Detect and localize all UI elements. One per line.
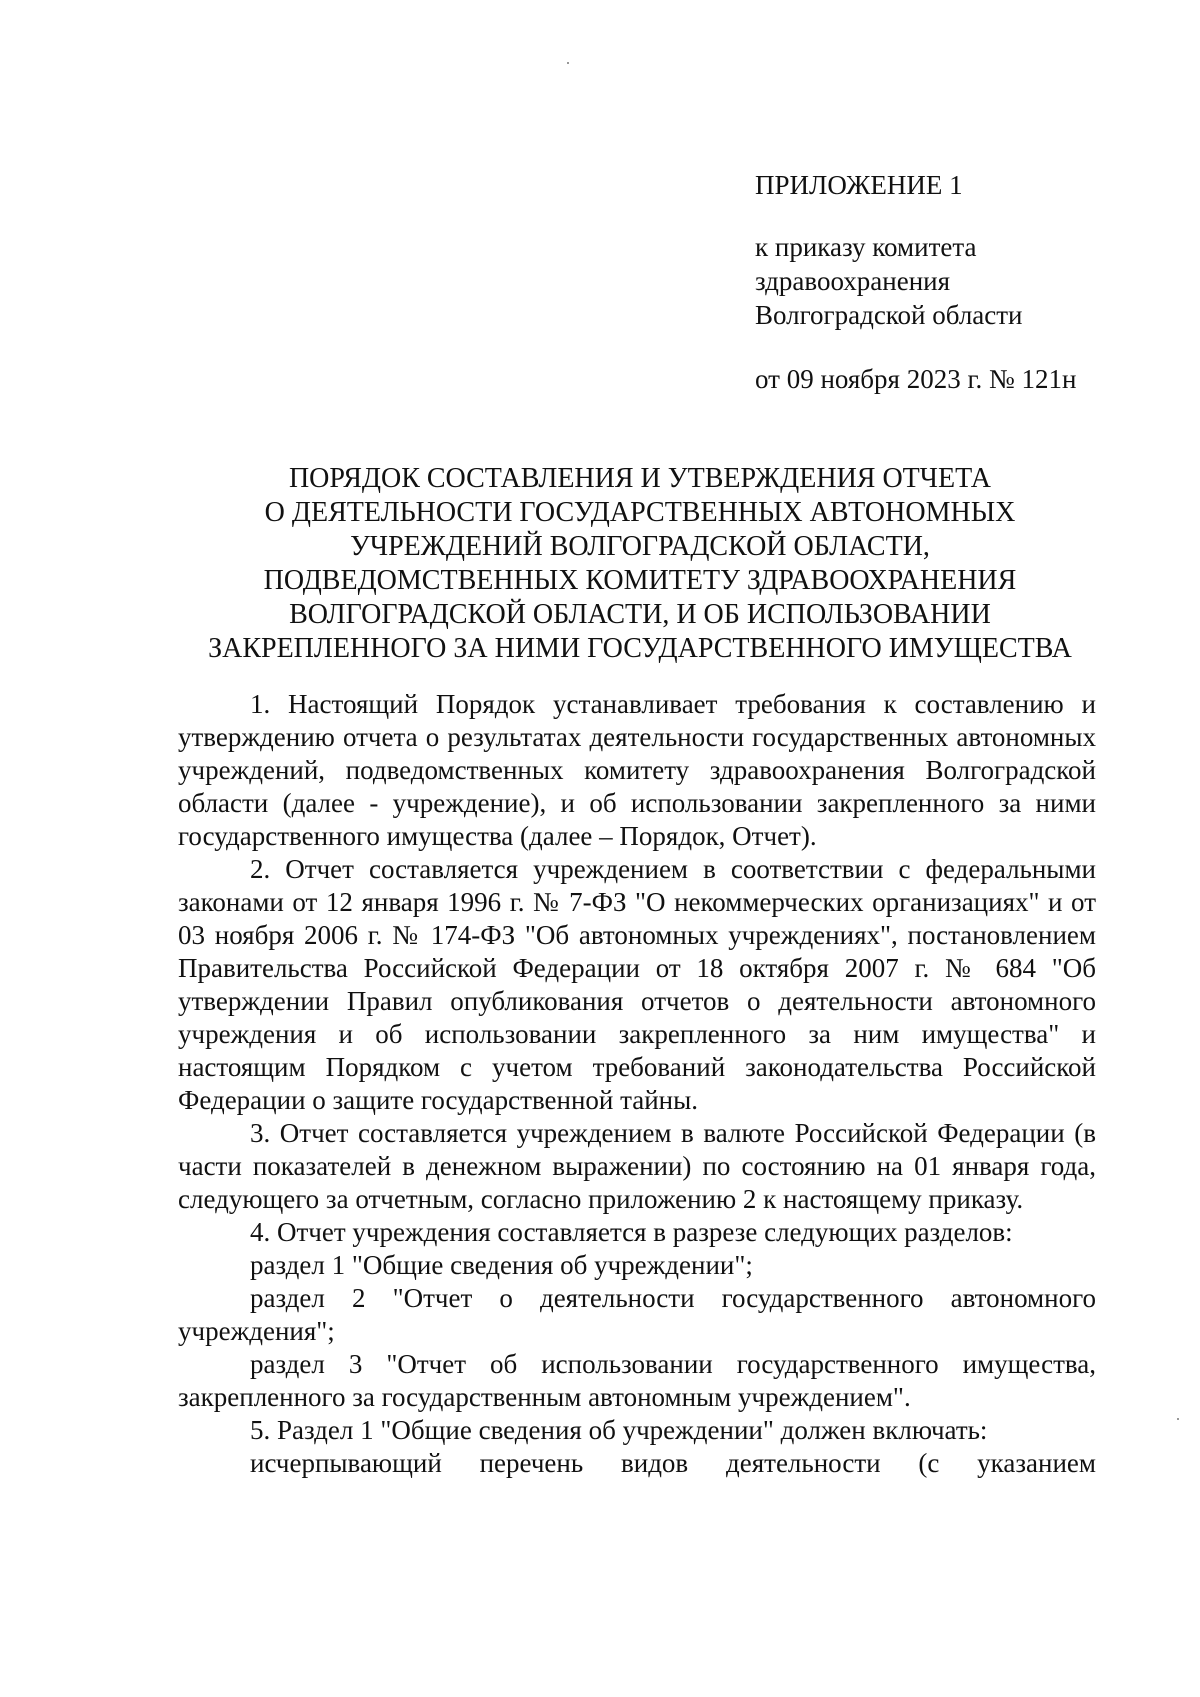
section-item-1: раздел 1 "Общие сведения об учреждении"; xyxy=(250,1250,753,1280)
scan-speck xyxy=(567,62,569,64)
title-line: УЧРЕЖДЕНИЙ ВОЛГОГРАДСКОЙ ОБЛАСТИ, xyxy=(350,531,930,562)
paragraph-1: 1. Настоящий Порядок устанавливает требования к составлению и утверждению отчета о результатах деятельности государственных автономных учреждений, подведомственных комитету здравоохранения Волгоградской области (далее - учреждение), и об использовании закрепленного за ними государственного имущества (далее – Порядок, Отчет). xyxy=(178,689,1096,851)
scan-speck xyxy=(1177,1418,1179,1420)
document-title xyxy=(170,462,1110,666)
section-item-3: раздел 3 "Отчет об использовании государственного имущества, закрепленного за государственным автономным учреждением". xyxy=(178,1349,1096,1412)
appendix-block xyxy=(755,168,1115,396)
title-line: ПОРЯДОК СОСТАВЛЕНИЯ И УТВЕРЖДЕНИЯ ОТЧЕТА xyxy=(288,463,992,494)
title-line: ВОЛГОГРАДСКОЙ ОБЛАСТИ, И ОБ ИСПОЛЬЗОВАНИИ xyxy=(289,599,991,630)
appendix-title: ПРИЛОЖЕНИЕ 1 xyxy=(755,170,963,200)
paragraph-2: 2. Отчет составляется учреждением в соответствии с федеральными законами от 12 января 1996 г. № 7-ФЗ "О некоммерческих организациях" и от 03 ноября 2006 г. № 174-ФЗ "Об автономных учреждениях", постановлением Правительства Российской Федерации от 18 октября 2007 г. № 684 "Об утверждении Правил опубликования отчетов о деятельности автономного учреждения и об использовании закрепленного за ним имущества" и настоящим Порядком с учетом требований законодательства Российской Федерации о защите государственной тайны. xyxy=(178,854,1096,1115)
paragraph-4: 4. Отчет учреждения составляется в разрезе следующих разделов: xyxy=(250,1217,1013,1247)
appendix-to-line: Волгоградской области xyxy=(755,300,1023,330)
title-line: ПОДВЕДОМСТВЕННЫХ КОМИТЕТУ ЗДРАВООХРАНЕНИЯ xyxy=(263,565,1017,596)
paragraph-5: 5. Раздел 1 "Общие сведения об учреждении" должен включать: xyxy=(250,1415,988,1445)
title-line: О ДЕЯТЕЛЬНОСТИ ГОСУДАРСТВЕННЫХ АВТОНОМНЫХ xyxy=(264,497,1016,528)
paragraph-5-item: исчерпывающий перечень видов деятельности (с указанием xyxy=(250,1448,1096,1478)
paragraph-3: 3. Отчет составляется учреждением в валюте Российской Федерации (в части показателей в денежном выражении) по состоянию на 01 января года, следующего за отчетным, согласно приложению 2 к настоящему приказу. xyxy=(178,1118,1096,1214)
title-line: ЗАКРЕПЛЕННОГО ЗА НИМИ ГОСУДАРСТВЕННОГО ИМУЩЕСТВА xyxy=(208,633,1072,664)
appendix-order-line: от 09 ноября 2023 г. № 121н xyxy=(755,364,1077,394)
appendix-to-line: здравоохранения xyxy=(755,266,951,296)
appendix-to-line: к приказу комитета xyxy=(755,232,977,262)
document-body xyxy=(178,688,1096,1480)
section-item-2: раздел 2 "Отчет о деятельности государственного автономного учреждения"; xyxy=(178,1283,1096,1346)
